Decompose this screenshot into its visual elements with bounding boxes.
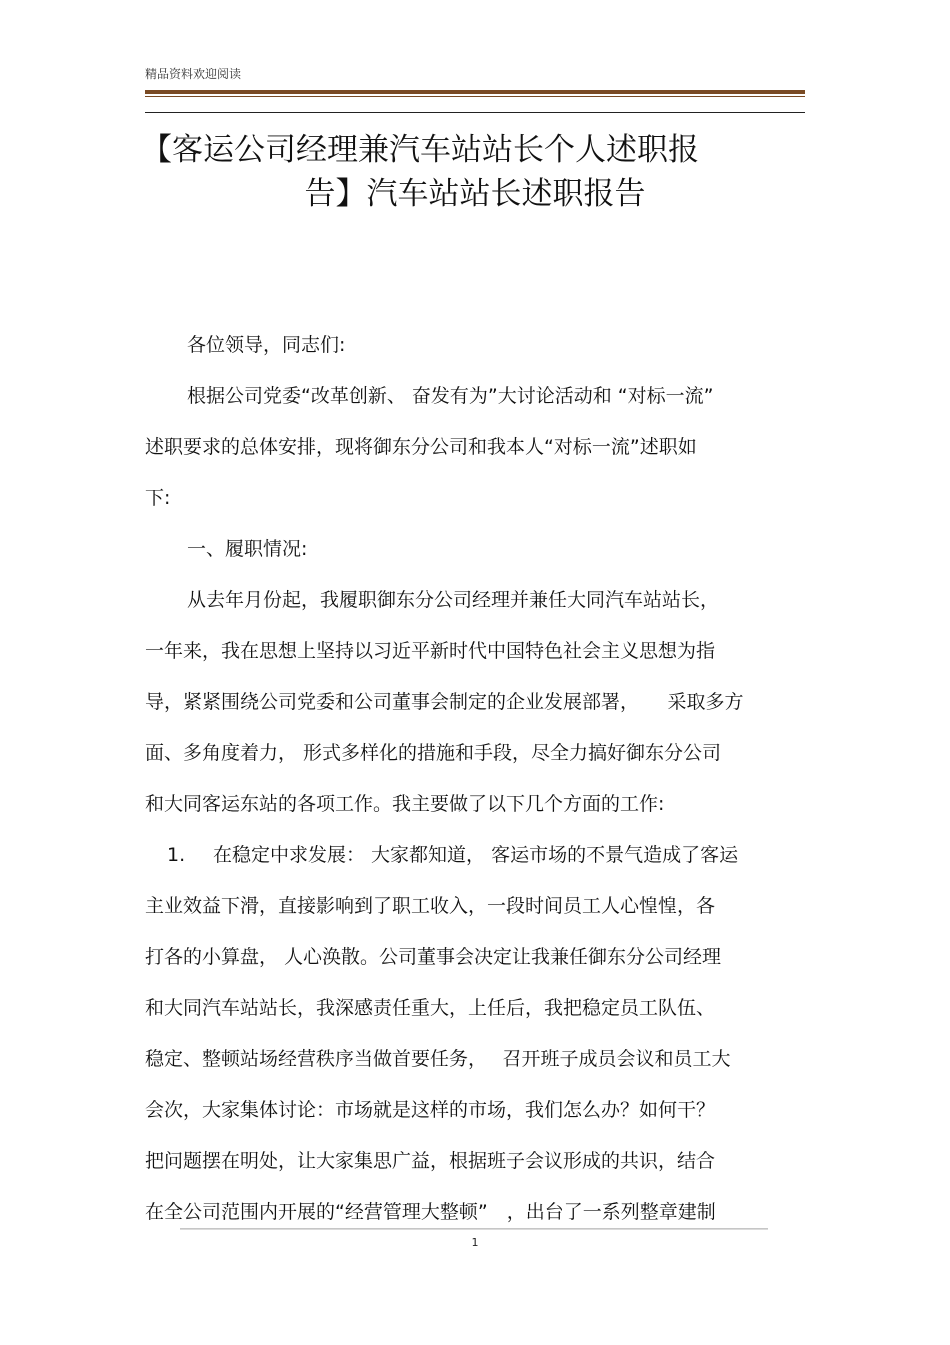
paragraph-line: 把问题摆在明处，让大家集思广益，根据班子会议形成的共识，结合 bbox=[145, 1150, 716, 1172]
paragraph-line: 和大同客运东站的各项工作。我主要做了以下几个方面的工作: bbox=[145, 793, 665, 815]
page-number: 1 bbox=[471, 1236, 479, 1249]
title-line-1: 【客运公司经理兼汽车站站长个人述职报 bbox=[141, 132, 699, 168]
list-item-number: 1. bbox=[167, 844, 186, 866]
paragraph-line: 导，紧紧围绕公司党委和公司董事会制定的企业发展部署， 采取多方 bbox=[145, 691, 744, 713]
paragraph-line: 面、多角度着力， 形式多样化的措施和手段，尽全力搞好御东分公司 bbox=[145, 742, 722, 764]
paragraph-line: 在全公司范围内开展的“经营管理大整顿” ，出台了一系列整章建制 bbox=[145, 1201, 716, 1223]
paragraph-line: 一年来，我在思想上坚持以习近平新时代中国特色社会主义思想为指 bbox=[145, 640, 716, 662]
section-heading: 一、履职情况: bbox=[187, 538, 308, 560]
paragraph-line: 会次，大家集体讨论：市场就是这样的市场，我们怎么办？如何干？ bbox=[145, 1099, 716, 1121]
document-body bbox=[145, 320, 805, 1238]
list-item-text: 在稳定中求发展： 大家都知道， 客运市场的不景气造成了客运 bbox=[213, 844, 739, 866]
paragraph-line: 稳定、整顿站场经营秩序当做首要任务， 召开班子成员会议和员工大 bbox=[145, 1048, 731, 1070]
salutation: 各位领导，同志们: bbox=[187, 334, 346, 356]
paragraph-line: 和大同汽车站站长，我深感责任重大，上任后，我把稳定员工队伍、 bbox=[145, 997, 716, 1019]
header-rule-thick bbox=[145, 90, 805, 94]
paragraph-line: 主业效益下滑，直接影响到了职工收入，一段时间员工人心惶惶，各 bbox=[145, 895, 716, 917]
paragraph-line: 下: bbox=[145, 487, 171, 509]
title-line-2: 告】汽车站站长述职报告 bbox=[304, 176, 646, 212]
list-item-1 bbox=[145, 830, 805, 881]
footer-rule bbox=[180, 1228, 768, 1230]
paragraph-line: 述职要求的总体安排，现将御东分公司和我本人“对标一流”述职如 bbox=[145, 436, 697, 458]
header-rule-black bbox=[145, 112, 805, 113]
paragraph-line: 根据公司党委“改革创新、 奋发有为”大讨论活动和 “对标一流” bbox=[187, 385, 714, 407]
paragraph-line: 打各的小算盘， 人心涣散。公司董事会决定让我兼任御东分公司经理 bbox=[145, 946, 722, 968]
page-header-text: 精品资料欢迎阅读 bbox=[145, 67, 242, 81]
document-title bbox=[141, 128, 805, 216]
header-rule-thin bbox=[145, 96, 805, 97]
paragraph-line: 从去年月份起，我履职御东分公司经理并兼任大同汽车站站长， bbox=[187, 589, 720, 611]
